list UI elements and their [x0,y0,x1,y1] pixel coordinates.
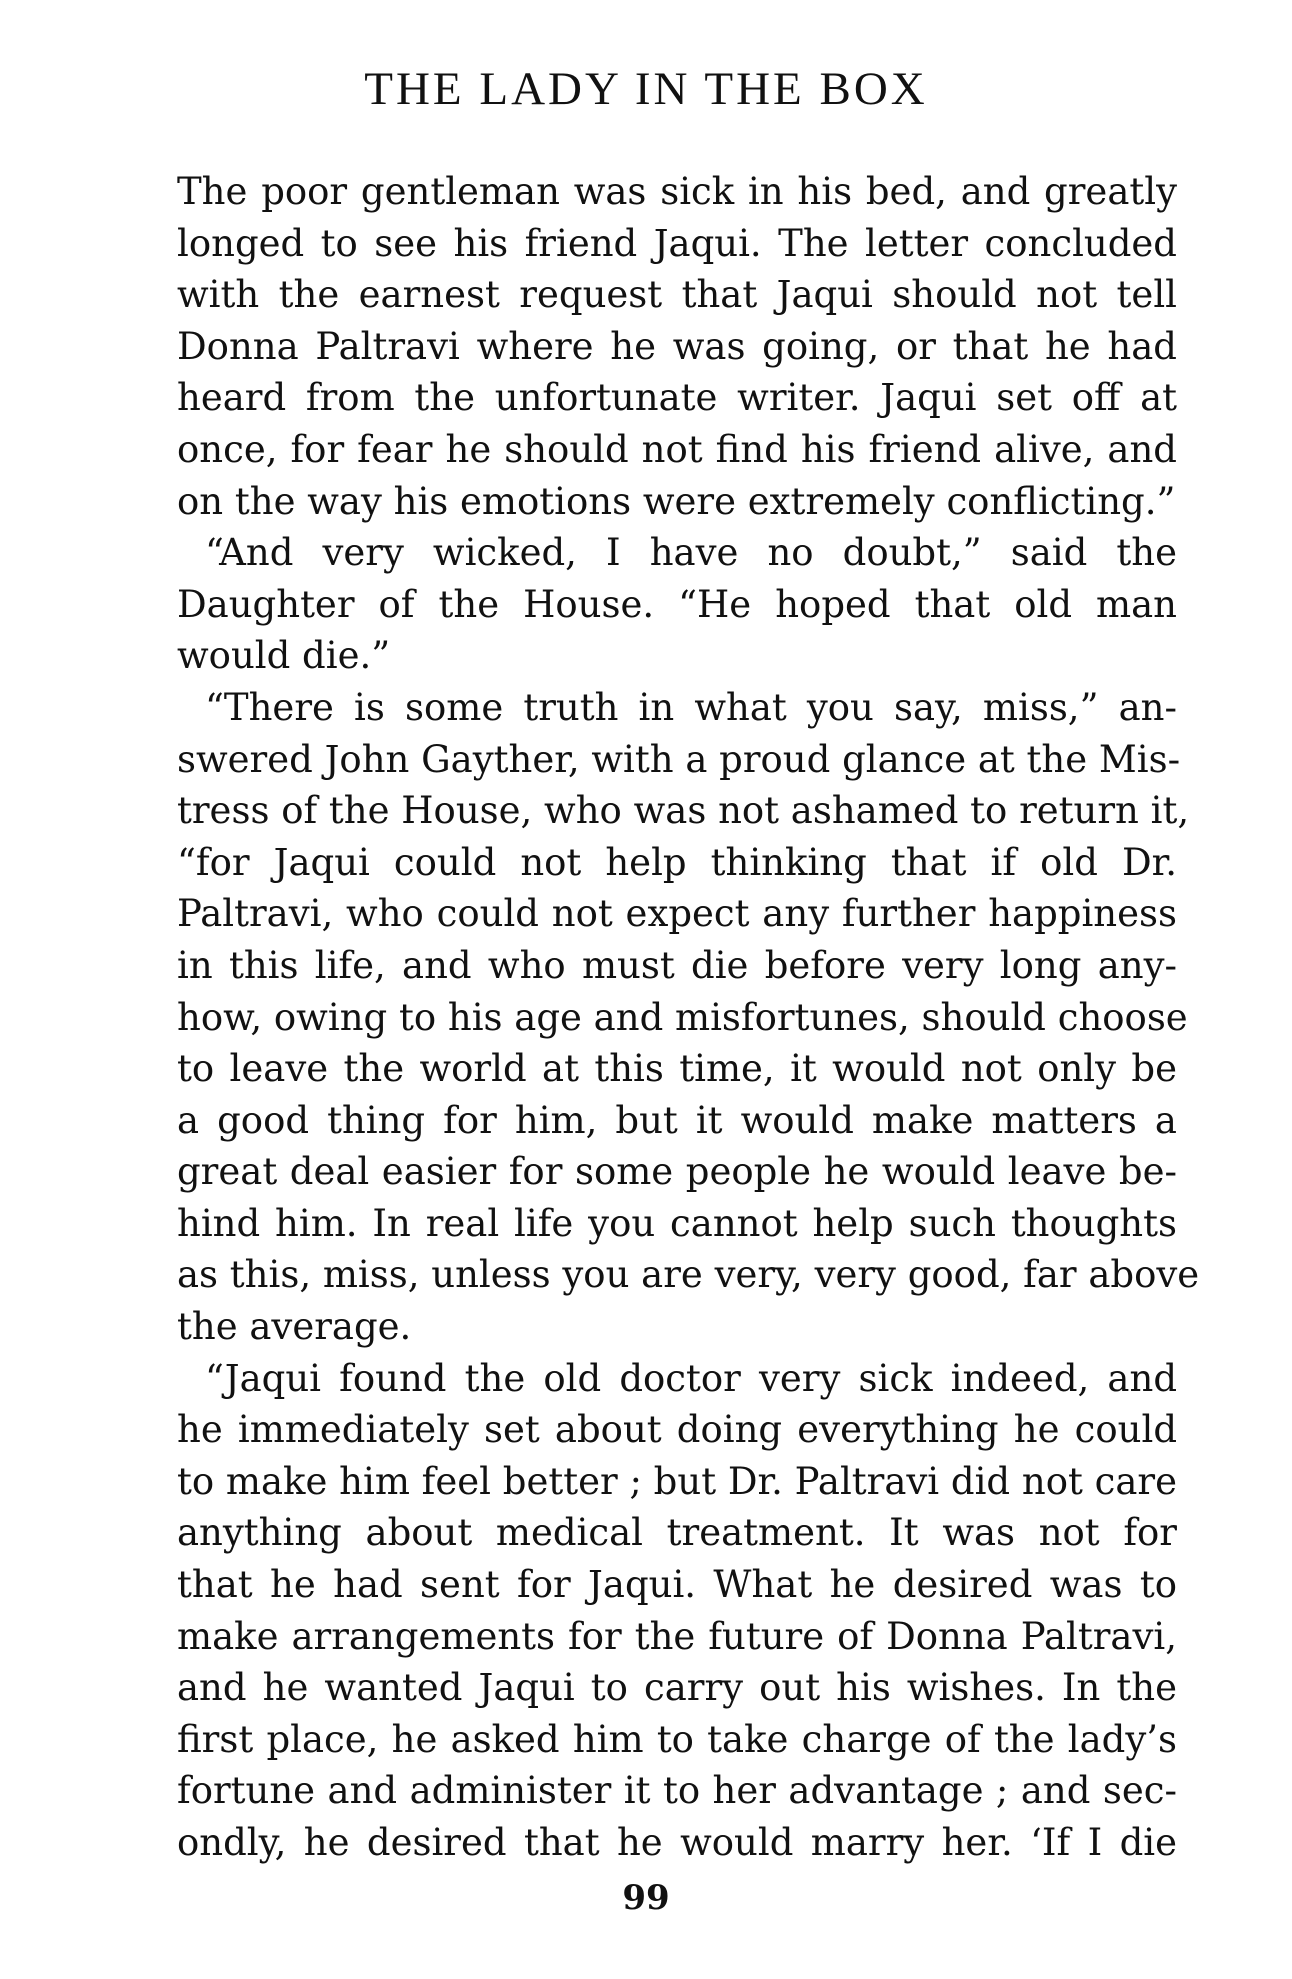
text-line: ondly, he desired that he would marry her. ‘If I die [177,1821,1177,1864]
text-line: Paltravi, who could not expect any further happiness [177,892,1177,936]
body-text [177,166,1200,1869]
text-line: “There is some truth in what you say, miss,” an- [205,685,1177,729]
text-line: in this life, and who must die before very long any- [177,943,1177,987]
text-line: as this, miss, unless you are very, very good, far above [177,1253,1200,1297]
text-line: a good thing for him, but it would make matters a [177,1098,1177,1142]
text-line: and he wanted Jaqui to carry out his wishes. In the [177,1666,1177,1710]
text-line: “for Jaqui could not help thinking that if old Dr. [177,840,1177,884]
text-line: that he had sent for Jaqui. What he desired was to [177,1563,1177,1607]
text-line: longed to see his friend Jaqui. The letter concluded [177,221,1177,265]
text-line: the average. [177,1305,412,1349]
text-line: Daughter of the House. “He hoped that old man [177,582,1177,626]
text-line: to make him feel better ; but Dr. Paltravi did not care [177,1459,1177,1503]
text-line: fortune and administer it to her advantage ; and sec- [177,1769,1177,1813]
text-line: swered John Gayther, with a proud glance at the Mis- [177,737,1181,781]
text-line: he immediately set about doing everything he could [177,1408,1177,1452]
text-line: on the way his emotions were extremely conflicting.” [177,479,1176,523]
text-line: The poor gentleman was sick in his bed, and greatly [177,170,1177,213]
page-number: 99 [622,1878,670,1918]
text-line: “Jaqui found the old doctor very sick indeed, and [205,1356,1177,1400]
text-line: once, for fear he should not find his friend alive, and [177,427,1177,471]
text-line: great deal easier for some people he would leave be- [177,1150,1177,1194]
text-line: Donna Paltravi where he was going, or that he had [177,324,1177,368]
text-line: make arrangements for the future of Donna Paltravi, [177,1614,1177,1658]
text-line: hind him. In real life you cannot help such thoughts [177,1201,1177,1245]
running-head-title: THE LADY IN THE BOX [364,63,928,115]
text-line: would die.” [177,634,391,678]
text-line: how, owing to his age and misfortunes, should choose [177,995,1188,1039]
text-line: “And very wicked, I have no doubt,” said the [205,531,1177,575]
text-line: tress of the House, who was not ashamed to return it, [177,789,1190,833]
text-line: to leave the world at this time, it would not only be [177,1047,1177,1091]
text-line: anything about medical treatment. It was not for [177,1511,1177,1555]
text-line: with the earnest request that Jaqui should not tell [177,273,1177,317]
text-line: first place, he asked him to take charge of the lady’s [177,1717,1177,1761]
text-line: heard from the unfortunate writer. Jaqui set off at [177,376,1177,420]
